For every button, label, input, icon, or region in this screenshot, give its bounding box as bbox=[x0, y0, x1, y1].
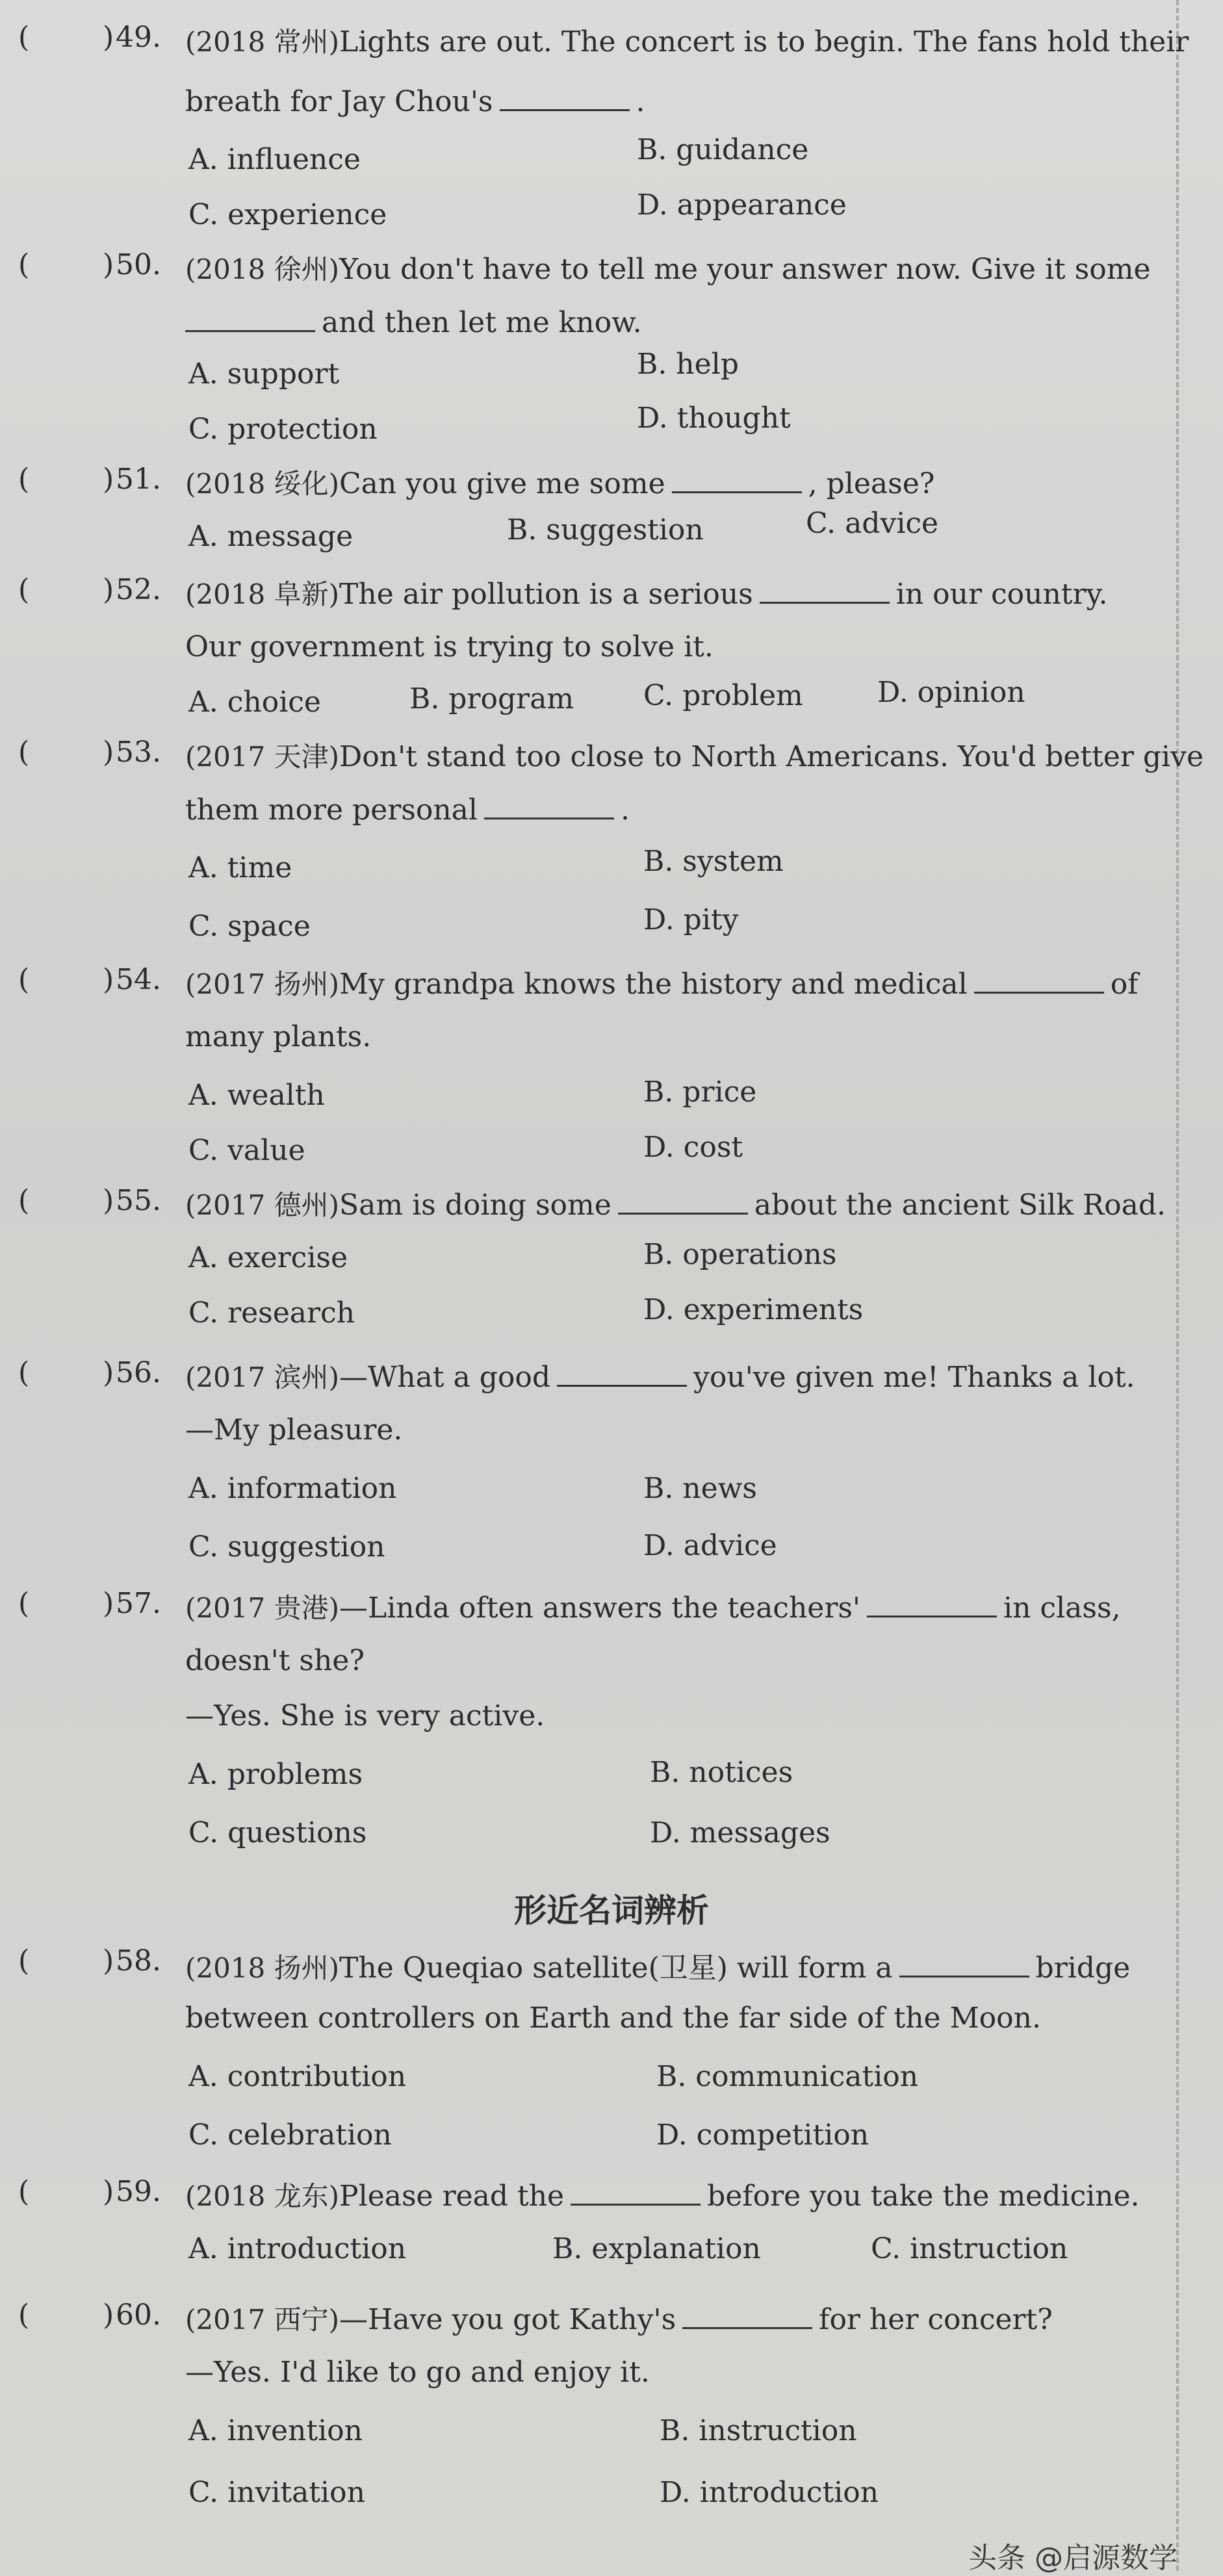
option-b[interactable]: B. notices bbox=[650, 1756, 793, 1789]
question-line: —Yes. I'd like to go and enjoy it. bbox=[185, 2356, 650, 2389]
option-b[interactable]: B. price bbox=[643, 1075, 757, 1109]
answer-bracket[interactable]: ( bbox=[18, 1356, 30, 1389]
option-b[interactable]: B. system bbox=[643, 845, 784, 878]
answer-blank bbox=[682, 2302, 812, 2329]
option-b[interactable]: B. instruction bbox=[660, 2414, 857, 2447]
question-number: 54. bbox=[116, 963, 161, 996]
question-line: —My pleasure. bbox=[185, 1413, 403, 1447]
close-paren: ) bbox=[103, 21, 114, 54]
question-number: 57. bbox=[116, 1587, 161, 1620]
option-a[interactable]: A. time bbox=[188, 851, 292, 884]
question-number: 49. bbox=[116, 21, 161, 54]
option-b[interactable]: B. program bbox=[409, 682, 574, 715]
question-source: (2017 德州) bbox=[185, 1189, 340, 1221]
close-paren: ) bbox=[103, 1184, 114, 1217]
option-c[interactable]: C. research bbox=[188, 1296, 355, 1330]
question-number: 50. bbox=[116, 248, 161, 281]
fold-line bbox=[1176, 0, 1179, 2571]
option-d[interactable]: D. thought bbox=[637, 402, 791, 435]
question-line: (2018 扬州)The Queqiao satellite(卫星) will form a bridge bbox=[185, 1951, 1131, 1985]
close-paren: ) bbox=[103, 1944, 114, 1977]
option-b[interactable]: B. news bbox=[643, 1472, 757, 1505]
answer-blank bbox=[760, 577, 890, 604]
question-line: many plants. bbox=[185, 1020, 372, 1053]
option-b[interactable]: B. explanation bbox=[552, 2232, 761, 2265]
answer-blank bbox=[899, 1951, 1029, 1977]
option-b[interactable]: B. operations bbox=[643, 1238, 837, 1271]
question-line: (2017 西宁)—Have you got Kathy's for her concert? bbox=[185, 2303, 1053, 2336]
question-source: (2017 贵港) bbox=[185, 1592, 340, 1624]
option-b[interactable]: B. guidance bbox=[637, 133, 809, 166]
watermark: 头条 @启源数学 bbox=[968, 2542, 1178, 2575]
option-c[interactable]: C. space bbox=[188, 910, 311, 943]
answer-bracket[interactable]: ( bbox=[18, 1587, 30, 1620]
question-number: 55. bbox=[116, 1184, 161, 1217]
answer-blank bbox=[557, 1360, 687, 1387]
question-line: doesn't she? bbox=[185, 1644, 365, 1677]
close-paren: ) bbox=[103, 573, 114, 606]
question-line: them more personal . bbox=[185, 793, 630, 827]
option-c[interactable]: C. problem bbox=[643, 679, 803, 712]
question-line: (2018 绥化)Can you give me some , please? bbox=[185, 467, 935, 500]
question-number: 60. bbox=[116, 2299, 161, 2332]
question-line: (2017 扬州)My grandpa knows the history and medical of bbox=[185, 968, 1139, 1001]
option-a[interactable]: A. message bbox=[188, 520, 354, 553]
answer-blank bbox=[672, 467, 802, 493]
question-line: (2018 龙东)Please read the before you take the medicine. bbox=[185, 2180, 1140, 2213]
question-source: (2018 常州) bbox=[185, 26, 340, 58]
close-paren: ) bbox=[103, 463, 114, 496]
answer-blank bbox=[867, 1591, 997, 1617]
option-a[interactable]: A. choice bbox=[188, 686, 321, 719]
option-c[interactable]: C. suggestion bbox=[188, 1530, 385, 1564]
option-b[interactable]: B. suggestion bbox=[507, 513, 704, 547]
option-c[interactable]: C. protection bbox=[188, 413, 378, 446]
question-line: (2017 天津)Don't stand too close to North Americans. You'd better give bbox=[185, 740, 1204, 773]
option-a[interactable]: A. contribution bbox=[188, 2060, 407, 2093]
option-a[interactable]: A. invention bbox=[188, 2414, 363, 2447]
question-number: 51. bbox=[116, 463, 161, 496]
close-paren: ) bbox=[103, 1587, 114, 1620]
option-c[interactable]: C. questions bbox=[188, 1816, 367, 1849]
question-source: (2018 阜新) bbox=[185, 578, 340, 610]
close-paren: ) bbox=[103, 2175, 114, 2208]
question-line: and then let me know. bbox=[185, 305, 642, 339]
option-a[interactable]: A. wealth bbox=[188, 1079, 325, 1112]
question-line: —Yes. She is very active. bbox=[185, 1699, 545, 1732]
question-source: (2018 绥化) bbox=[185, 468, 340, 500]
close-paren: ) bbox=[103, 963, 114, 996]
answer-blank bbox=[571, 2179, 701, 2206]
option-a[interactable]: A. influence bbox=[188, 143, 361, 176]
question-line: (2017 贵港)—Linda often answers the teachers' in class, bbox=[185, 1591, 1121, 1625]
option-c[interactable]: C. celebration bbox=[188, 2119, 392, 2152]
option-c[interactable]: C. instruction bbox=[871, 2232, 1068, 2265]
question-number: 59. bbox=[116, 2175, 161, 2208]
option-b[interactable]: B. communication bbox=[656, 2060, 919, 2093]
question-source: (2017 天津) bbox=[185, 741, 340, 773]
answer-blank bbox=[484, 793, 614, 819]
option-d[interactable]: D. messages bbox=[650, 1816, 830, 1849]
answer-bracket[interactable]: ( bbox=[18, 21, 30, 54]
question-line: (2018 徐州)You don't have to tell me your answer now. Give it some bbox=[185, 253, 1151, 286]
option-c[interactable]: C. invitation bbox=[188, 2476, 365, 2509]
option-c[interactable]: C. value bbox=[188, 1134, 305, 1167]
option-a[interactable]: A. exercise bbox=[188, 1241, 348, 1274]
question-source: (2017 扬州) bbox=[185, 968, 340, 1000]
question-number: 52. bbox=[116, 573, 161, 606]
option-a[interactable]: A. information bbox=[188, 1472, 397, 1505]
option-d[interactable]: D. appearance bbox=[637, 188, 847, 222]
option-d[interactable]: D. introduction bbox=[660, 2476, 879, 2509]
question-source: (2018 扬州) bbox=[185, 1952, 340, 1984]
answer-bracket[interactable]: ( bbox=[18, 573, 30, 606]
close-paren: ) bbox=[103, 248, 114, 281]
option-d[interactable]: D. pity bbox=[643, 903, 739, 936]
answer-blank bbox=[185, 305, 315, 332]
option-d[interactable]: D. advice bbox=[643, 1529, 777, 1562]
answer-bracket[interactable]: ( bbox=[18, 2175, 30, 2208]
answer-blank bbox=[618, 1188, 748, 1215]
question-source: (2018 龙东) bbox=[185, 2180, 340, 2212]
answer-blank bbox=[500, 84, 630, 111]
answer-bracket[interactable]: ( bbox=[18, 248, 30, 281]
option-d[interactable]: D. opinion bbox=[877, 676, 1025, 709]
question-source: (2018 徐州) bbox=[185, 253, 340, 285]
option-d[interactable]: D. cost bbox=[643, 1131, 743, 1164]
question-line: Our government is trying to solve it. bbox=[185, 630, 714, 663]
section-heading: 形近名词辨析 bbox=[514, 1892, 709, 1929]
option-a[interactable]: A. support bbox=[188, 357, 340, 391]
answer-bracket[interactable]: ( bbox=[18, 1184, 30, 1217]
close-paren: ) bbox=[103, 1356, 114, 1389]
option-d[interactable]: D. competition bbox=[656, 2119, 869, 2152]
answer-bracket[interactable]: ( bbox=[18, 1944, 30, 1977]
question-number: 53. bbox=[116, 736, 161, 769]
option-b[interactable]: B. help bbox=[637, 348, 739, 381]
question-line: (2018 常州)Lights are out. The concert is to begin. The fans hold their bbox=[185, 25, 1189, 58]
option-a[interactable]: A. introduction bbox=[188, 2232, 407, 2265]
question-line: (2017 德州)Sam is doing some about the ancient Silk Road. bbox=[185, 1189, 1166, 1222]
option-a[interactable]: A. problems bbox=[188, 1758, 363, 1791]
close-paren: ) bbox=[103, 2299, 114, 2332]
option-d[interactable]: D. experiments bbox=[643, 1293, 864, 1326]
question-source: (2017 滨州) bbox=[185, 1361, 340, 1393]
answer-blank bbox=[974, 967, 1104, 994]
close-paren: ) bbox=[103, 736, 114, 769]
question-source: (2017 西宁) bbox=[185, 2304, 340, 2336]
option-c[interactable]: C. experience bbox=[188, 198, 387, 231]
question-line: breath for Jay Chou's . bbox=[185, 85, 645, 118]
question-number: 56. bbox=[116, 1356, 161, 1389]
question-line: between controllers on Earth and the far side of the Moon. bbox=[185, 2002, 1041, 2035]
question-line: (2018 阜新)The air pollution is a serious in our country. bbox=[185, 578, 1108, 611]
question-number: 58. bbox=[116, 1944, 161, 1977]
answer-bracket[interactable]: ( bbox=[18, 2299, 30, 2332]
answer-bracket[interactable]: ( bbox=[18, 463, 30, 496]
answer-bracket[interactable]: ( bbox=[18, 963, 30, 996]
answer-bracket[interactable]: ( bbox=[18, 736, 30, 769]
question-line: (2017 滨州)—What a good you've given me! Thanks a lot. bbox=[185, 1361, 1135, 1394]
option-c[interactable]: C. advice bbox=[806, 507, 939, 540]
